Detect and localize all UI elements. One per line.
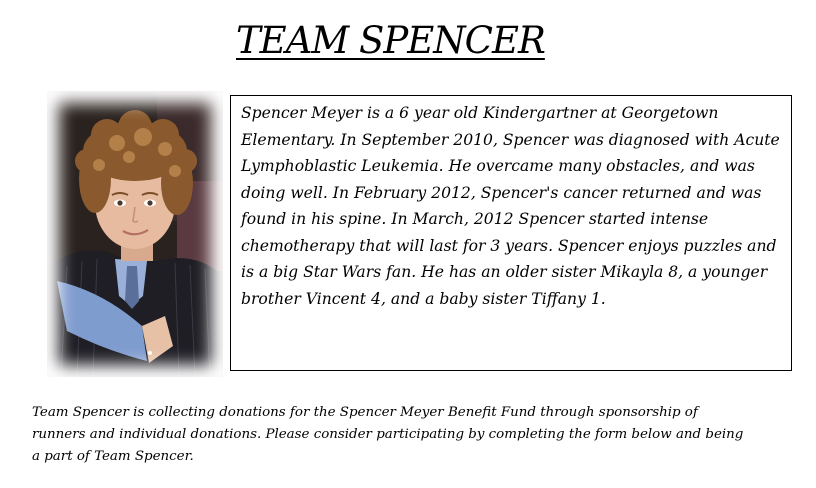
portrait-photo: [47, 91, 223, 377]
bio-box: [230, 95, 792, 371]
bio-text: Spencer Meyer is a 6 year old Kindergartner at Georgetown Elementary. In September 2010, Spencer was diagnosed with Acute Lymphoblastic Leukemia. He overcame many obstacles, and was doing well. In February 2012, Spencer's cancer returned and was found in his spine. In March, 2012 Spencer started intense chemotherapy that will last for 3 years. Spencer enjoys puzzles and is a big Star Wars fan. He has an older sister Mikayla 8, a younger brother Vincent 4, and a baby sister Tiffany 1.: [241, 104, 780, 308]
document-title: TEAM SPENCER: [236, 19, 545, 62]
donation-paragraph: Team Spencer is collecting donations for the Spencer Meyer Benefit Fund through sponsorship of runners and individual donations. Please consider participating by completing the form below and being a part of Team Spencer.: [32, 405, 744, 464]
portrait-image: [47, 91, 223, 377]
